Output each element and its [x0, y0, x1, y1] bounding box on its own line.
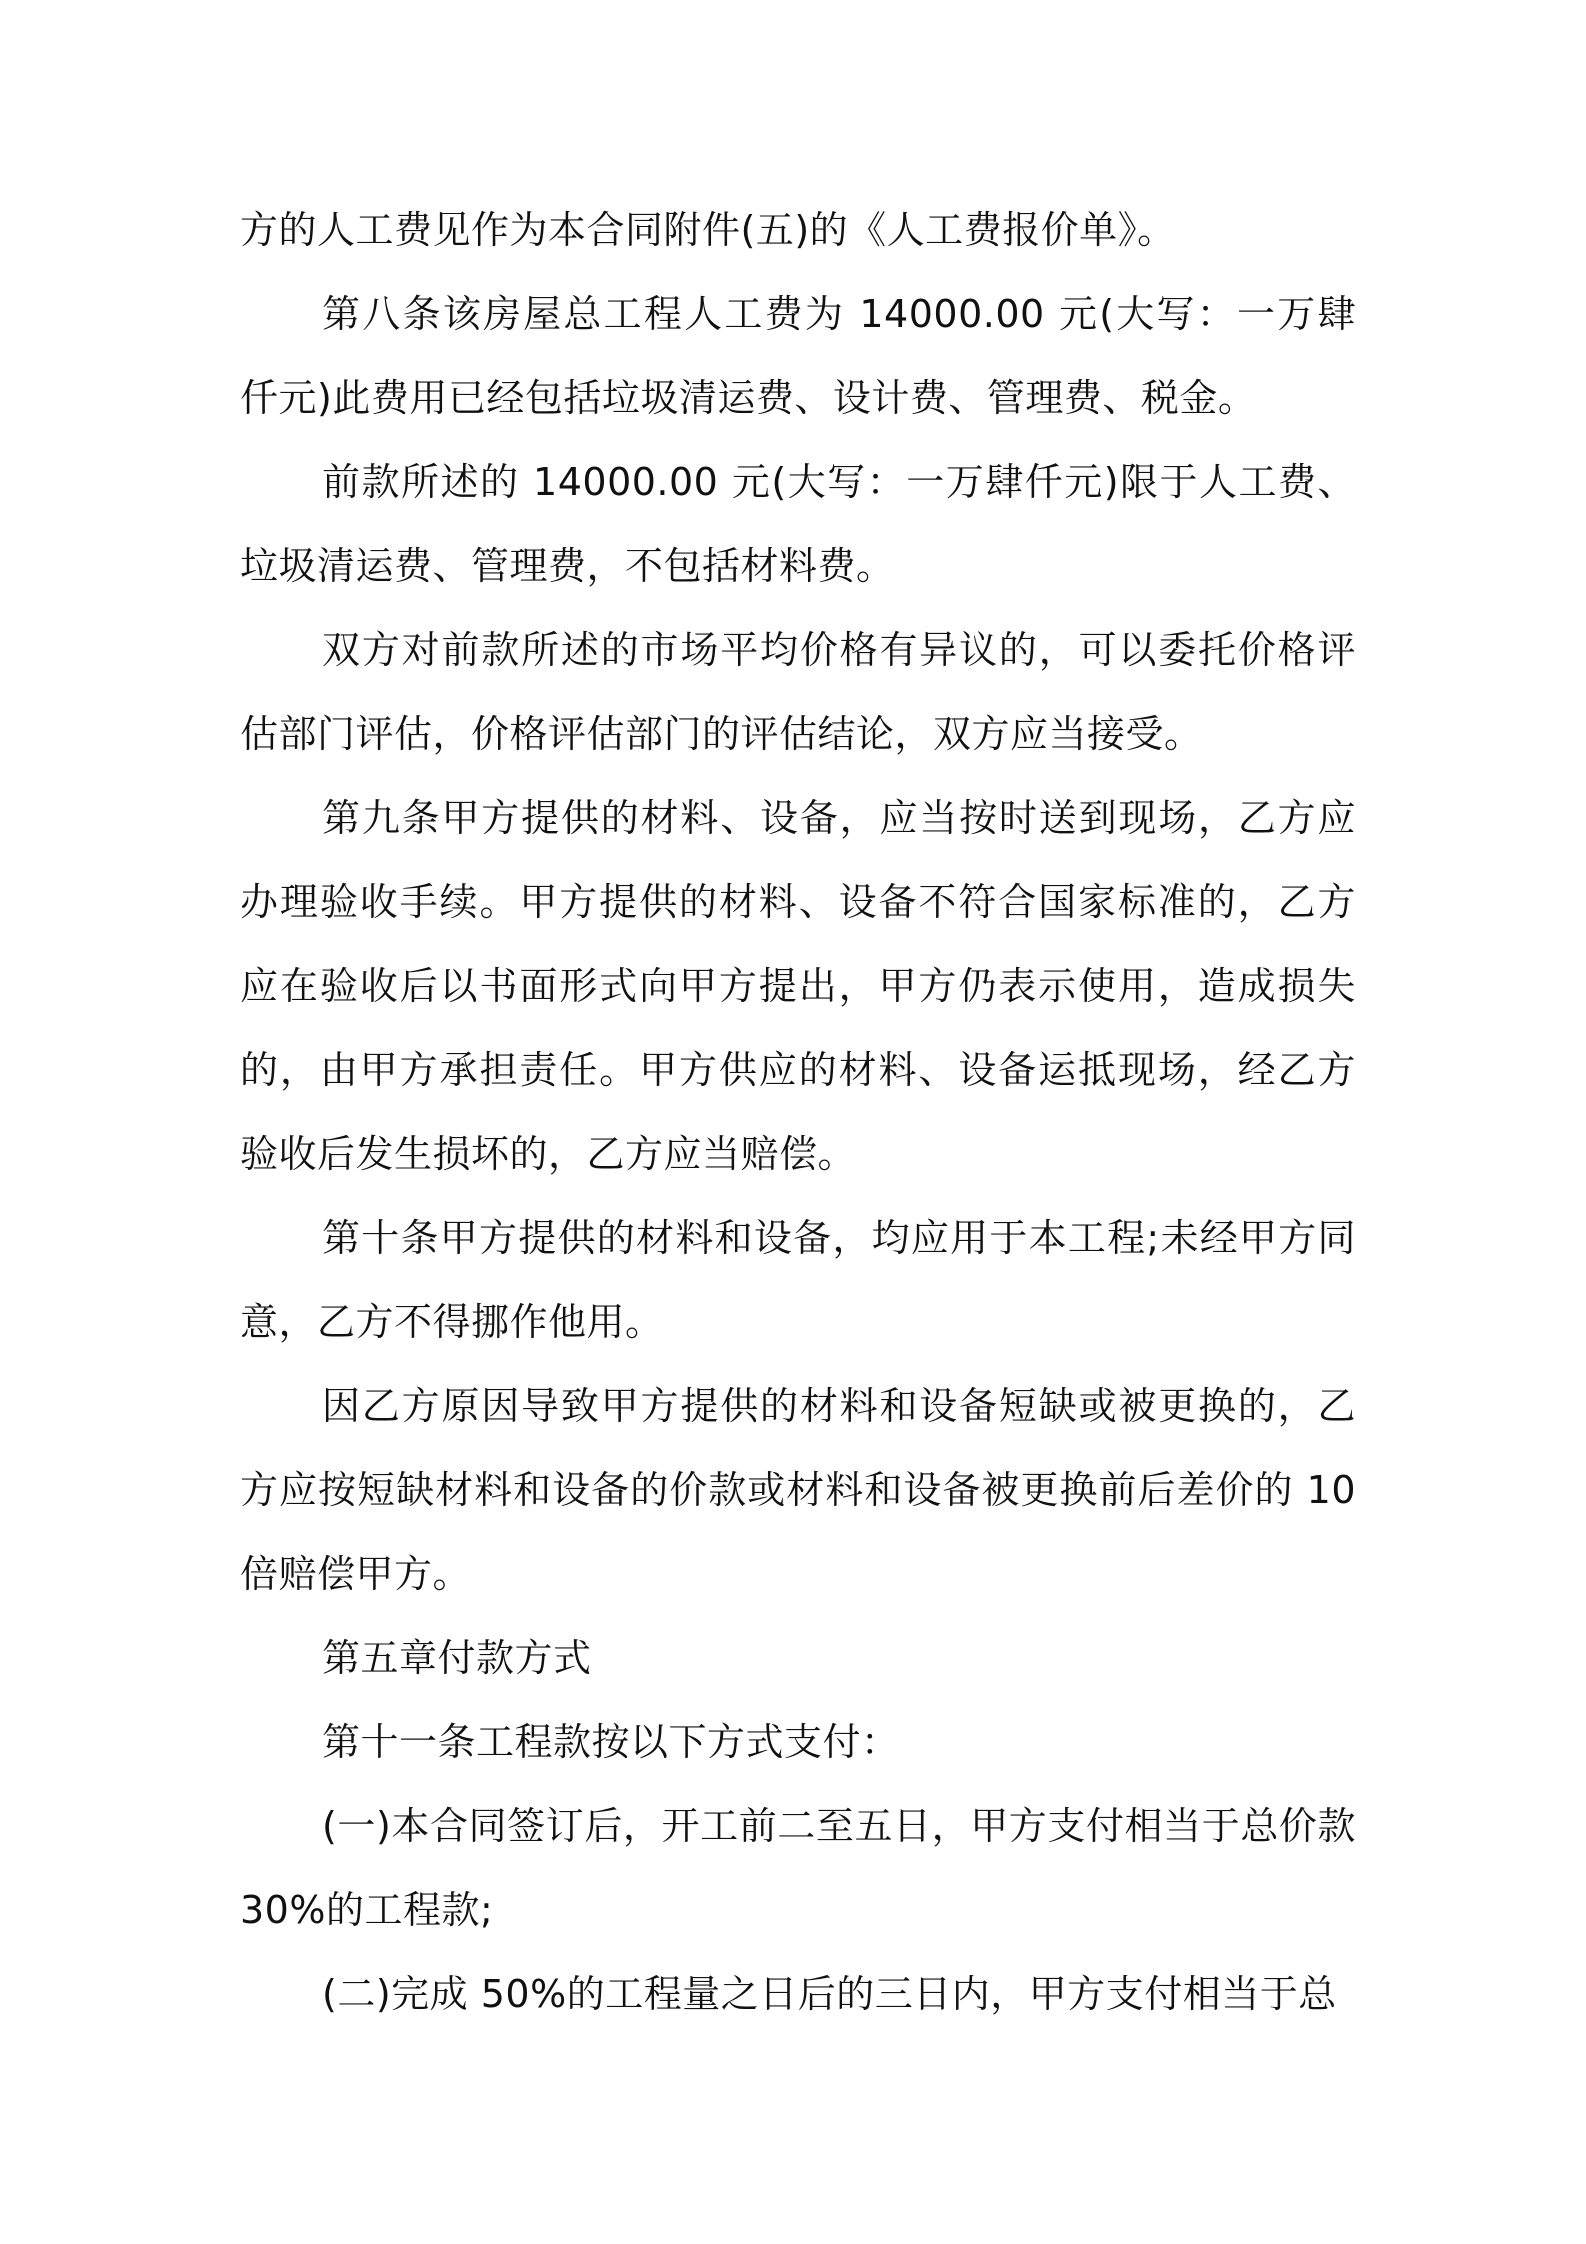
document-body — [240, 188, 1356, 2036]
chapter-heading: 第五章付款方式 — [322, 1636, 592, 1680]
paragraph-article-11: 第十一条工程款按以下方式支付： — [322, 1720, 900, 1764]
paragraph-article-9: 第九条甲方提供的材料、设备，应当按时送到现场，乙方应办理验收手续。甲方提供的材料、设备不符合国家标准的，乙方应在验收后以书面形式向甲方提出，甲方仍表示使用，造成损失的，由甲方承担责任。甲方供应的材料、设备运抵现场，经乙方验收后发生损坏的，乙方应当赔偿。 — [240, 796, 1356, 1176]
paragraph-article-8: 第八条该房屋总工程人工费为 14000.00 元(大写：一万肆仟元)此费用已经包括垃圾清运费、设计费、管理费、税金。 — [240, 292, 1356, 420]
paragraph-payment-1: (一)本合同签订后，开工前二至五日，甲方支付相当于总价款 30%的工程款; — [240, 1804, 1356, 1932]
paragraph-price-dispute: 双方对前款所述的市场平均价格有异议的，可以委托价格评估部门评估，价格评估部门的评估结论，双方应当接受。 — [240, 628, 1356, 756]
paragraph-compensation: 因乙方原因导致甲方提供的材料和设备短缺或被更换的，乙方应按短缺材料和设备的价款或材料和设备被更换前后差价的 10 倍赔偿甲方。 — [240, 1384, 1356, 1596]
paragraph-payment-2: (二)完成 50%的工程量之日后的三日内，甲方支付相当于总 — [322, 1972, 1337, 2016]
paragraph-article-10: 第十条甲方提供的材料和设备，均应用于本工程;未经甲方同意，乙方不得挪作他用。 — [240, 1216, 1356, 1344]
paragraph-continuation: 方的人工费见作为本合同附件(五)的《人工费报价单》。 — [240, 208, 1176, 252]
paragraph-fee-scope: 前款所述的 14000.00 元(大写：一万肆仟元)限于人工费、垃圾清运费、管理费，不包括材料费。 — [240, 460, 1356, 588]
